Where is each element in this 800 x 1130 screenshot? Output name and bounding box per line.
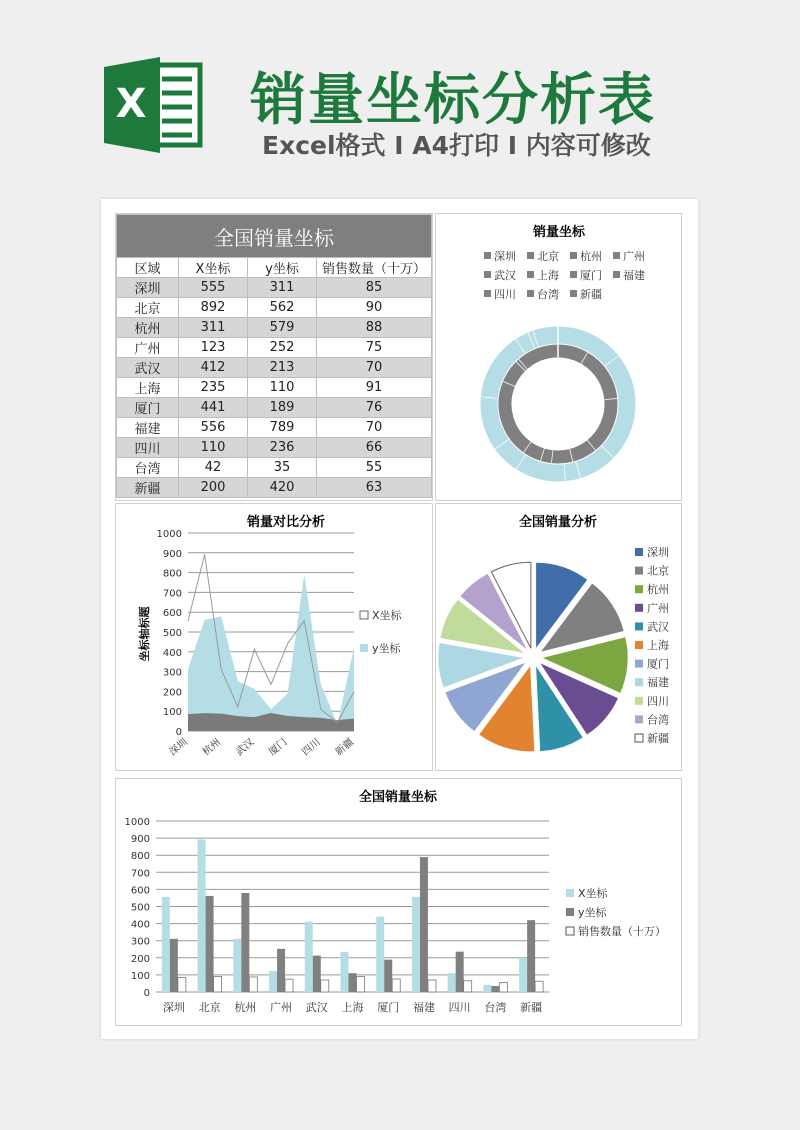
area-chart xyxy=(116,504,432,770)
pie-chart xyxy=(436,504,681,770)
legend-label: 销售数量（十万） xyxy=(578,925,666,938)
value-cell: 311 xyxy=(248,278,317,298)
bar xyxy=(384,960,392,992)
bar xyxy=(499,983,507,992)
bar xyxy=(206,896,214,992)
y-tick-label: 900 xyxy=(130,834,150,846)
legend-label: 广州 xyxy=(623,250,645,263)
legend-label: X坐标 xyxy=(578,887,608,900)
legend-label: 福建 xyxy=(623,269,645,282)
bar xyxy=(491,986,499,992)
value-cell: 200 xyxy=(179,478,248,498)
region-cell: 武汉 xyxy=(117,358,179,378)
bar xyxy=(392,979,400,992)
value-cell: 35 xyxy=(248,458,317,478)
legend-swatch xyxy=(527,271,534,278)
legend-label: 台湾 xyxy=(537,288,559,301)
bar xyxy=(321,980,329,992)
bar xyxy=(198,839,206,992)
region-cell: 上海 xyxy=(117,378,179,398)
region-cell: 新疆 xyxy=(117,478,179,498)
bar xyxy=(349,973,357,992)
value-cell: 88 xyxy=(317,318,432,338)
value-cell: 91 xyxy=(317,378,432,398)
y-tick-label: 700 xyxy=(162,588,182,600)
y-tick-label: 200 xyxy=(130,953,150,965)
y-tick-label: 500 xyxy=(130,902,150,914)
legend-swatch xyxy=(484,252,491,259)
legend-swatch xyxy=(570,290,577,297)
legend-label: 新疆 xyxy=(647,732,669,745)
bar xyxy=(277,949,285,992)
legend-label: 北京 xyxy=(537,250,559,263)
x-tick-label: 杭州 xyxy=(234,1001,257,1014)
value-cell: 90 xyxy=(317,298,432,318)
value-cell: 76 xyxy=(317,398,432,418)
value-cell: 110 xyxy=(179,438,248,458)
donut-chart xyxy=(436,214,681,500)
donut-segment xyxy=(527,447,542,455)
value-cell: 441 xyxy=(179,398,248,418)
legend-label: 福建 xyxy=(647,676,669,690)
legend-swatch xyxy=(566,889,574,897)
bar xyxy=(448,973,456,992)
y-tick-label: 600 xyxy=(130,885,150,897)
x-tick-label: 新疆 xyxy=(333,736,356,759)
region-cell: 深圳 xyxy=(117,278,179,298)
bar xyxy=(420,857,428,992)
y-tick-label: 800 xyxy=(162,568,182,580)
legend-swatch xyxy=(635,734,643,742)
region-cell: 广州 xyxy=(117,338,179,358)
bar xyxy=(535,981,543,992)
legend-swatch xyxy=(635,715,643,723)
legend-swatch xyxy=(635,697,643,705)
x-tick-label: 厦门 xyxy=(377,1001,400,1014)
value-cell: 63 xyxy=(317,478,432,498)
x-tick-label: 厦门 xyxy=(267,736,290,759)
region-cell: 北京 xyxy=(117,298,179,318)
legend-swatch xyxy=(635,604,643,612)
donut-title: 销量坐标 xyxy=(532,225,586,240)
legend-swatch xyxy=(635,548,643,556)
legend-swatch xyxy=(635,567,643,575)
legend-label: 杭州 xyxy=(647,583,669,597)
donut-segment xyxy=(536,335,558,339)
bar xyxy=(313,956,321,992)
bar-title: 全国销量坐标 xyxy=(358,790,438,805)
legend-label: 杭州 xyxy=(580,250,602,263)
y-tick-label: 400 xyxy=(130,919,150,931)
table-row xyxy=(117,338,432,358)
legend-label: 武汉 xyxy=(494,269,516,282)
legend-label: 武汉 xyxy=(647,620,669,634)
table-row xyxy=(117,418,432,438)
col-header: X坐标 xyxy=(179,258,248,278)
table-row xyxy=(117,398,432,418)
bar xyxy=(249,977,257,992)
region-cell: 厦门 xyxy=(117,398,179,418)
bar xyxy=(241,893,249,992)
y-tick-label: 100 xyxy=(162,707,182,719)
page-title: 销量坐标分析表 xyxy=(250,68,656,133)
y-tick-label: 0 xyxy=(175,727,182,738)
value-cell: 562 xyxy=(248,298,317,318)
donut-segment xyxy=(558,351,585,358)
table-header xyxy=(117,258,432,278)
table-row xyxy=(117,438,432,458)
legend-swatch xyxy=(635,641,643,649)
value-cell: 412 xyxy=(179,358,248,378)
x-tick-label: 北京 xyxy=(198,1001,221,1014)
legend-swatch xyxy=(484,271,491,278)
x-tick-label: 上海 xyxy=(341,1001,364,1014)
x-tick-label: 深圳 xyxy=(162,1001,185,1014)
legend-swatch xyxy=(527,290,534,297)
table-body xyxy=(117,278,432,498)
region-cell: 福建 xyxy=(117,418,179,438)
table-row xyxy=(117,278,432,298)
legend-label: 深圳 xyxy=(647,546,669,559)
legend-swatch xyxy=(635,660,643,668)
legend-swatch xyxy=(635,678,643,686)
table-row xyxy=(117,378,432,398)
bar xyxy=(357,976,365,992)
y-tick-label: 300 xyxy=(130,936,150,948)
bar xyxy=(376,917,384,992)
x-tick-label: 福建 xyxy=(412,1001,435,1014)
table-title: 全国销量坐标 xyxy=(117,215,432,258)
value-cell: 555 xyxy=(179,278,248,298)
value-cell: 236 xyxy=(248,438,317,458)
y-tick-label: 1000 xyxy=(156,529,182,540)
legend-label: 深圳 xyxy=(494,250,516,263)
value-cell: 420 xyxy=(248,478,317,498)
bar xyxy=(170,939,178,992)
value-cell: 789 xyxy=(248,418,317,438)
area-title: 销量对比分析 xyxy=(246,515,326,530)
legend-label: 上海 xyxy=(647,639,669,652)
donut-segment xyxy=(505,384,527,447)
table-row xyxy=(117,318,432,338)
donut-segment xyxy=(509,366,521,383)
legend-swatch xyxy=(527,252,534,259)
area-y-series xyxy=(188,575,354,731)
y-tick-label: 400 xyxy=(162,647,182,659)
x-tick-label: 四川 xyxy=(300,736,323,759)
value-cell: 556 xyxy=(179,418,248,438)
logo-letter: X xyxy=(115,81,147,127)
legend-label: y坐标 xyxy=(578,906,607,919)
legend-label: 厦门 xyxy=(580,269,602,282)
sales-table xyxy=(116,214,432,498)
y-tick-label: 0 xyxy=(143,988,150,999)
value-cell: 42 xyxy=(179,458,248,478)
value-cell: 235 xyxy=(179,378,248,398)
legend-label: 厦门 xyxy=(647,657,669,671)
page-subtitle: Excel格式 Ⅰ A4打印 Ⅰ 内容可修改 xyxy=(262,131,651,160)
bar xyxy=(412,897,420,992)
value-cell: 70 xyxy=(317,418,432,438)
donut-segment xyxy=(552,455,571,457)
bar xyxy=(456,952,464,992)
y-tick-label: 600 xyxy=(162,608,182,620)
y-tick-label: 500 xyxy=(162,628,182,639)
bar xyxy=(305,922,313,992)
value-cell: 579 xyxy=(248,318,317,338)
bar xyxy=(214,977,222,992)
x-tick-label: 新疆 xyxy=(520,1001,543,1014)
table-row xyxy=(117,458,432,478)
value-cell: 66 xyxy=(317,438,432,458)
y-tick-label: 300 xyxy=(162,667,182,679)
legend-label: 台湾 xyxy=(647,713,669,727)
x-tick-label: 武汉 xyxy=(305,1001,328,1014)
legend-swatch xyxy=(613,252,620,259)
x-tick-label: 深圳 xyxy=(167,736,190,759)
legend-label: y坐标 xyxy=(372,642,401,655)
value-cell: 213 xyxy=(248,358,317,378)
col-header: 区域 xyxy=(117,258,179,278)
bar xyxy=(269,971,277,992)
value-cell: 311 xyxy=(179,318,248,338)
pie-title: 全国销量分析 xyxy=(518,515,598,530)
legend-label: 四川 xyxy=(494,288,516,301)
value-cell: 252 xyxy=(248,338,317,358)
y-tick-label: 100 xyxy=(130,970,150,982)
bar xyxy=(483,985,491,992)
x-tick-label: 四川 xyxy=(448,1001,471,1014)
table-row xyxy=(117,358,432,378)
legend-label: 广州 xyxy=(647,601,669,615)
donut-segment xyxy=(564,470,577,473)
legend-swatch xyxy=(360,611,368,619)
x-tick-label: 杭州 xyxy=(200,736,224,759)
legend-swatch xyxy=(360,644,368,652)
y-tick-label: 800 xyxy=(130,851,150,863)
donut-segment xyxy=(542,455,552,457)
value-cell: 75 xyxy=(317,338,432,358)
value-cell: 123 xyxy=(179,338,248,358)
bar xyxy=(519,958,527,992)
y-tick-label: 200 xyxy=(162,687,182,699)
y-tick-label: 1000 xyxy=(124,817,150,828)
donut-segment xyxy=(521,340,532,346)
legend-swatch xyxy=(484,290,491,297)
legend-label: 四川 xyxy=(647,694,669,708)
x-tick-label: 武汉 xyxy=(233,736,257,759)
legend-swatch xyxy=(570,271,577,278)
y-tick-label: 900 xyxy=(162,548,182,560)
legend-swatch xyxy=(570,252,577,259)
region-cell: 四川 xyxy=(117,438,179,458)
y-tick-label: 700 xyxy=(130,868,150,880)
region-cell: 杭州 xyxy=(117,318,179,338)
x-tick-label: 台湾 xyxy=(484,1001,507,1014)
legend-swatch xyxy=(635,585,643,593)
area-ylabel: 坐标轴标题 xyxy=(138,606,151,662)
x-tick-label: 广州 xyxy=(270,1001,293,1014)
legend-label: 上海 xyxy=(537,269,559,282)
excel-logo-icon xyxy=(104,55,206,155)
donut-segment xyxy=(521,462,565,473)
legend-swatch xyxy=(566,908,574,916)
legend-label: X坐标 xyxy=(372,609,402,622)
value-cell: 189 xyxy=(248,398,317,418)
col-header: 销售数量（十万） xyxy=(317,258,432,278)
bar xyxy=(527,920,535,992)
legend-label: 北京 xyxy=(647,564,669,578)
value-cell: 110 xyxy=(248,378,317,398)
bar xyxy=(233,939,241,992)
legend-swatch xyxy=(635,622,643,630)
value-cell: 892 xyxy=(179,298,248,318)
bar xyxy=(341,952,349,992)
donut-segment xyxy=(523,351,558,364)
value-cell: 85 xyxy=(317,278,432,298)
bar xyxy=(162,897,170,992)
legend-label: 新疆 xyxy=(580,288,602,301)
bar xyxy=(178,977,186,992)
value-cell: 70 xyxy=(317,358,432,378)
region-cell: 台湾 xyxy=(117,458,179,478)
legend-swatch xyxy=(613,271,620,278)
table-row xyxy=(117,478,432,498)
bar-chart xyxy=(116,779,681,1025)
bar xyxy=(428,980,436,992)
bar xyxy=(285,979,293,992)
table-row xyxy=(117,298,432,318)
value-cell: 55 xyxy=(317,458,432,478)
donut-segment xyxy=(571,445,591,455)
bar xyxy=(464,981,472,992)
col-header: y坐标 xyxy=(248,258,317,278)
legend-swatch xyxy=(566,927,574,935)
